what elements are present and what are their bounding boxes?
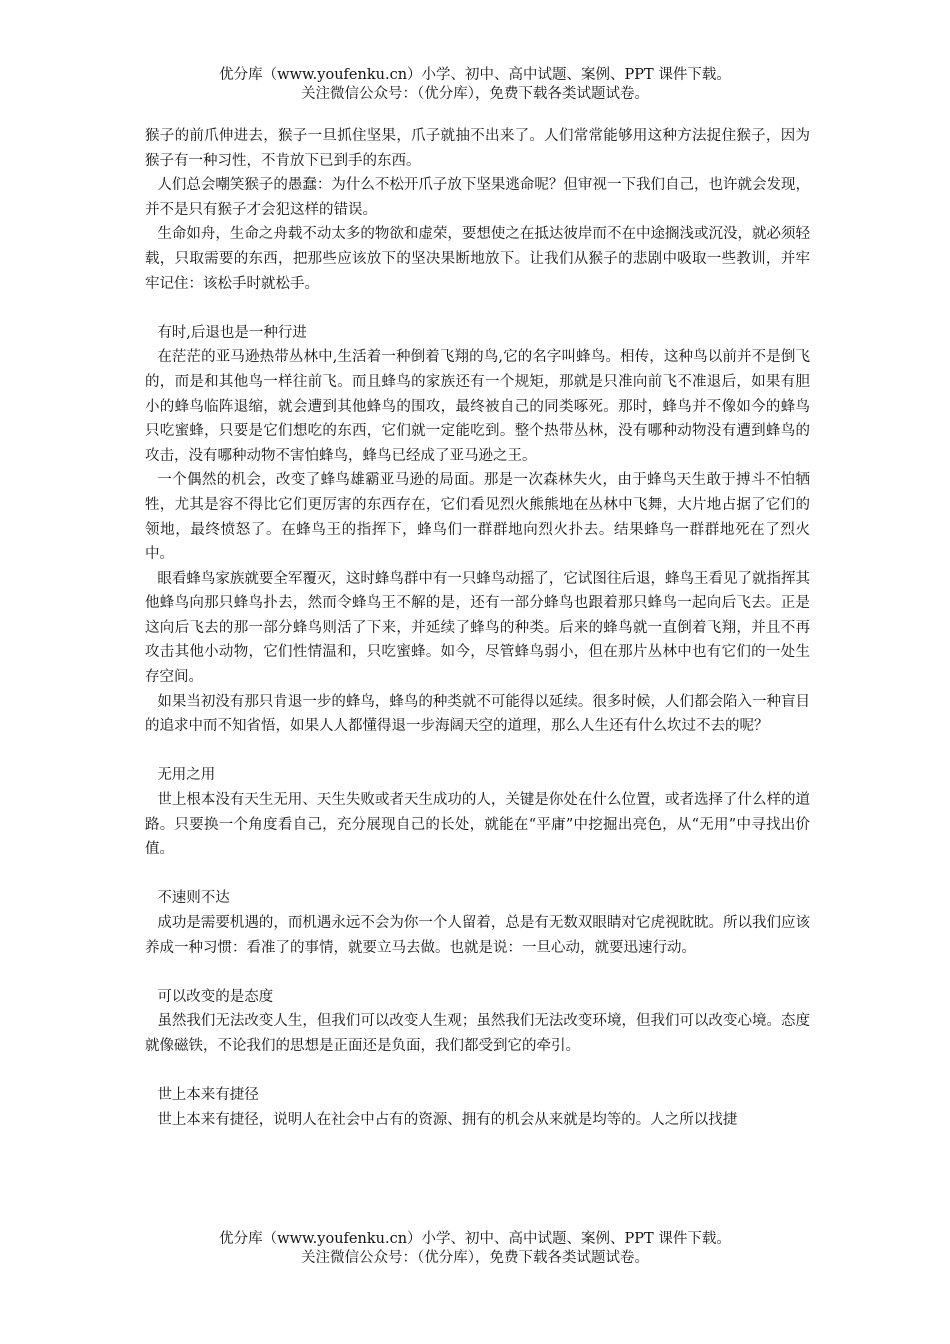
section-title-attitude: 可以改变的是态度 bbox=[157, 988, 274, 1005]
paragraph-monkey-2: 人们总会嘲笑猴子的愚蠢：为什么不松开爪子放下坚果逃命呢？但审视一下我们自己，也许就会发现，并不是只有猴子才会犯这样的错误。 bbox=[145, 177, 810, 218]
paragraph-hummingbird-4: 如果当初没有那只肯退一步的蜂鸟，蜂鸟的种类就不可能得以延续。很多时候，人们都会陷入一种盲目的追求中而不知省悟，如果人人都懂得退一步海阔天空的道理，那么人生还有什么坎过不去的呢？ bbox=[145, 693, 810, 735]
section-title-shortcut: 世上本来有捷径 bbox=[157, 1087, 259, 1104]
footer-line-2: 关注微信公众号：（优分库），免费下载各类试题试卷。 bbox=[301, 1250, 649, 1266]
paragraph-shortcut-1: 世上本来有捷径，说明人在社会中占有的资源、拥有的机会从来就是均等的。人之所以找捷 bbox=[157, 1111, 738, 1128]
page-footer bbox=[0, 1230, 950, 1268]
page-header bbox=[0, 66, 950, 104]
paragraph-attitude-1: 虽然我们无法改变人生，但我们可以改变人生观；虽然我们无法改变环境，但我们可以改变心境。态度就像磁铁，不论我们的思想是正面还是负面，我们都受到它的牵引。 bbox=[145, 1013, 810, 1054]
footer-line-1: 优分库（www.youfenku.cn）小学、初中、高中试题、案例、PPT 课件下载。 bbox=[219, 1231, 731, 1247]
paragraph-hummingbird-3: 眼看蜂鸟家族就要全军覆灭，这时蜂鸟群中有一只蜂鸟动摇了，它试图往后退，蜂鸟王看见了就指挥其他蜂鸟向那只蜂鸟扑去，然而令蜂鸟王不解的是，还有一部分蜂鸟也跟着那只蜂鸟一起向后飞去。正是这向后飞去的那一部分蜂鸟则活了下来，并延续了蜂鸟的种类。后来的蜂鸟就一直倒着飞翔，并且不再攻击其他小动物，它们性情温和，只吃蜜蜂。如今，尽管蜂鸟弱小，但在那片丛林中也有它们的一处生存空间。 bbox=[145, 570, 810, 686]
document-body bbox=[145, 124, 810, 1132]
header-line-1: 优分库（www.youfenku.cn）小学、初中、高中试题、案例、PPT 课件下载。 bbox=[219, 67, 731, 83]
section-title-speed: 不速则不达 bbox=[157, 890, 230, 907]
paragraph-speed-1: 成功是需要机遇的，而机遇永远不会为你一个人留着，总是有无数双眼睛对它虎视眈眈。所以我们应该养成一种习惯：看准了的事情，就要立马去做。也就是说：一旦心动，就要迅速行动。 bbox=[145, 915, 810, 956]
paragraph-hummingbird-2: 一个偶然的机会，改变了蜂鸟雄霸亚马逊的局面。那是一次森林失火，由于蜂鸟天生敢于搏斗不怕牺牲，尤其是容不得比它们更厉害的东西存在，它们看见烈火熊熊地在丛林中飞舞，大片地占据了它们的领地，最终愤怒了。在蜂鸟王的指挥下，蜂鸟们一群群地向烈火扑去。结果蜂鸟一群群地死在了烈火中。 bbox=[145, 472, 810, 563]
section-title-useless: 无用之用 bbox=[157, 767, 216, 784]
paragraph-useless-1: 世上根本没有天生无用、天生失败或者天生成功的人，关键是你处在什么位置，或者选择了什么样的道路。只要换一个角度看自己，充分展现自己的长处，就能在“平庸”中挖掘出亮色，从“无用”中寻找出价值。 bbox=[145, 792, 810, 858]
section-title-retreat: 有时,后退也是一种行进 bbox=[157, 324, 307, 341]
paragraph-hummingbird-1: 在茫茫的亚马逊热带丛林中,生活着一种倒着飞翔的鸟,它的名字叫蜂鸟。相传，这种鸟以前并不是倒飞的，而是和其他鸟一样往前飞。而且蜂鸟的家族还有一个规矩，那就是只准向前飞不准退后，如果有胆小的蜂鸟临阵退缩，就会遭到其他蜂鸟的围攻，最终被自己的同类啄死。那时，蜂鸟并不像如今的蜂鸟只吃蜜蜂，只要是它们想吃的东西，它们就一定能吃到。整个热带丛林，没有哪种动物没有遭到蜂鸟的攻击，没有哪种动物不害怕蜂鸟，蜂鸟已经成了亚马逊之王。 bbox=[145, 349, 810, 464]
paragraph-monkey-3: 生命如舟，生命之舟载不动太多的物欲和虚荣，要想使之在抵达彼岸而不在中途搁浅或沉没，就必须轻载，只取需要的东西，把那些应该放下的坚决果断地放下。让我们从猴子的悲剧中吸取一些教训，并牢牢记住：该松手时就松手。 bbox=[145, 226, 810, 292]
header-line-2: 关注微信公众号：（优分库），免费下载各类试题试卷。 bbox=[301, 86, 649, 102]
paragraph-monkey-1: 猴子的前爪伸进去，猴子一旦抓住坚果，爪子就抽不出来了。人们常常能够用这种方法捉住猴子，因为猴子有一种习性，不肯放下已到手的东西。 bbox=[145, 128, 810, 169]
